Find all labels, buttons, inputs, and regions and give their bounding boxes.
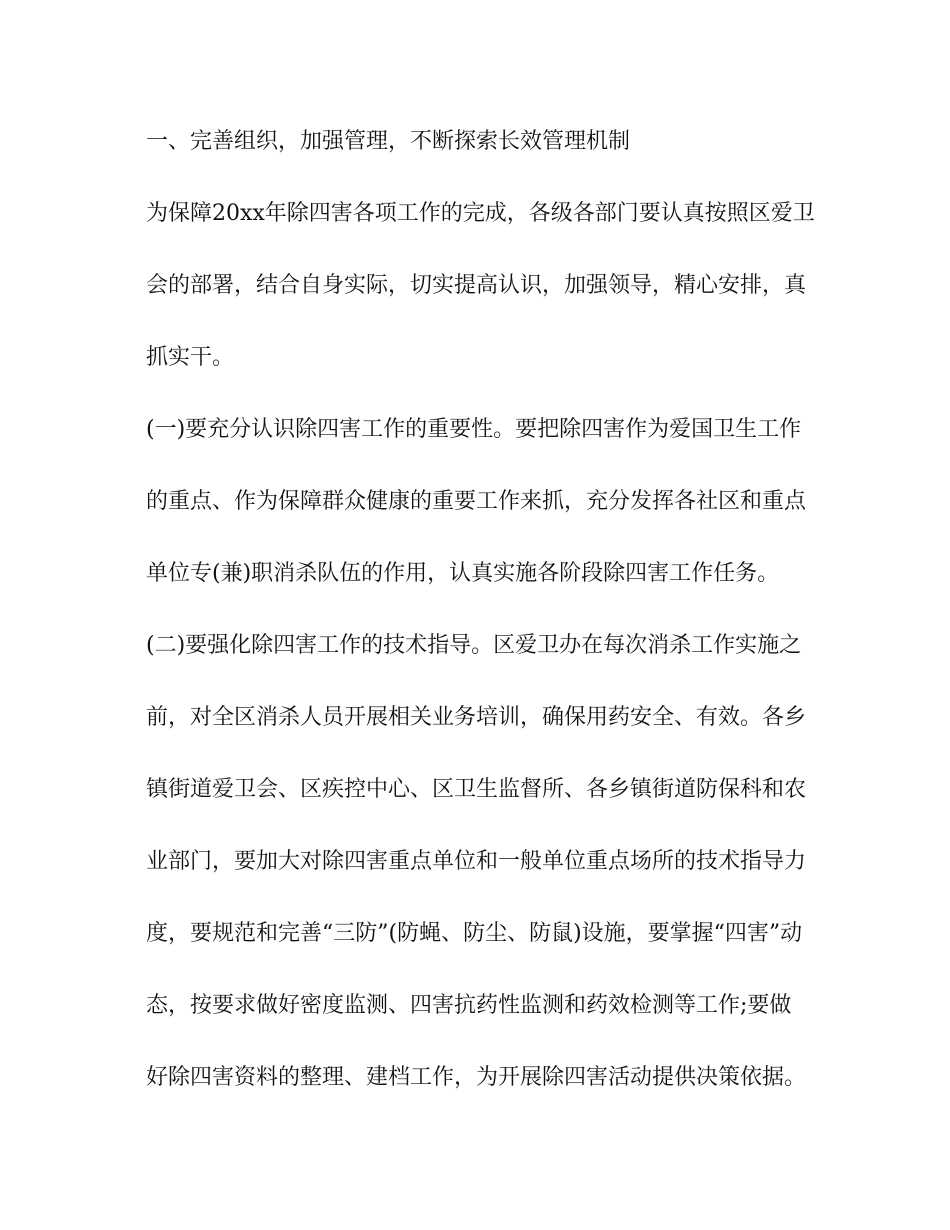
paragraph-line: 好除四害资料的整理、建档工作，为开展除四害活动提供决策依据。: [146, 1065, 807, 1090]
paragraph-line: (二)要强化除四害工作的技术指导。区爱卫办在每次消杀工作实施之: [146, 633, 802, 658]
paragraph-line: 镇街道爱卫会、区疾控中心、区卫生监督所、各乡镇街道防保科和农: [146, 777, 807, 802]
paragraph-line: 的重点、作为保障群众健康的重要工作来抓，充分发挥各社区和重点: [146, 489, 807, 514]
paragraph-line: 单位专(兼)职消杀队伍的作用，认真实施各阶段除四害工作任务。: [146, 561, 780, 586]
paragraph-line: 为保障20xx年除四害各项工作的完成，各级各部门要认真按照区爱卫: [146, 201, 815, 226]
paragraph-line: (一)要充分认识除四害工作的重要性。要把除四害作为爱国卫生工作: [146, 417, 802, 442]
paragraph-line: 前，对全区消杀人员开展相关业务培训，确保用药安全、有效。各乡: [146, 705, 807, 730]
paragraph-line: 会的部署，结合自身实际，切实提高认识，加强领导，精心安排，真: [146, 273, 807, 298]
paragraph-line: 业部门，要加大对除四害重点单位和一般单位重点场所的技术指导力: [146, 849, 807, 874]
paragraph-line: 抓实干。: [146, 345, 235, 370]
paragraph-line: 度，要规范和完善“三防”(防蝇、防尘、防鼠)设施，要掌握“四害”动: [146, 921, 803, 946]
paragraph-line: 态，按要求做好密度监测、四害抗药性监测和药效检测等工作;要做: [146, 993, 792, 1018]
section-heading: 一、完善组织，加强管理，不断探索长效管理机制: [146, 129, 631, 154]
